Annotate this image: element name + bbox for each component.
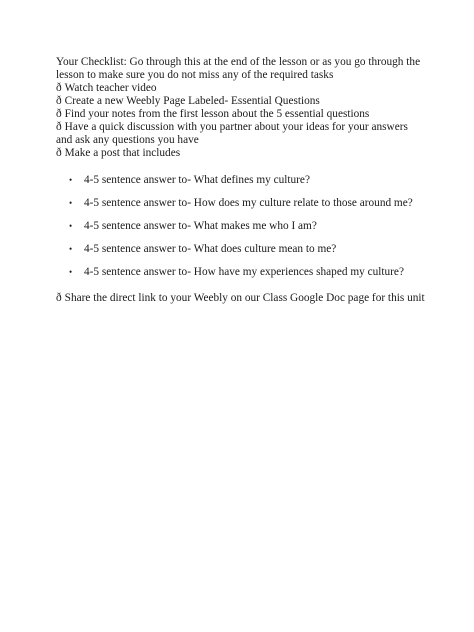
task-label: Find your notes from the first lesson about the 5 essential questions [64,108,370,120]
bullet-icon: • [69,244,73,254]
final-task-item [56,292,426,305]
document-page [56,56,426,305]
task-item [56,82,426,95]
task-item [56,121,426,147]
checkbox-glyph-icon: ð [56,292,62,304]
task-item [56,147,426,160]
bullet-icon: • [69,198,73,208]
checkbox-glyph-icon: ð [56,95,62,107]
list-item-text: 4-5 sentence answer to- What does culture mean to me? [84,243,337,255]
list-item-text: 4-5 sentence answer to- What defines my culture? [84,174,310,186]
list-item [69,174,426,187]
checkbox-glyph-icon: ð [56,121,62,133]
list-item [69,197,426,210]
list-item-text: 4-5 sentence answer to- How have my experiences shaped my culture? [84,266,404,278]
bullet-icon: • [69,221,73,231]
task-label: Create a new Weebly Page Labeled- Essential Questions [64,95,320,107]
bullet-icon: • [69,267,73,277]
list-item [69,266,426,279]
task-item [56,108,426,121]
bullet-icon: • [69,175,73,185]
checkbox-glyph-icon: ð [56,147,62,159]
list-item-text: 4-5 sentence answer to- What makes me who I am? [84,220,317,232]
list-item [69,220,426,233]
task-label: Watch teacher video [64,82,157,94]
list-item [69,243,426,256]
task-label: Make a post that includes [64,147,181,159]
task-item [56,95,426,108]
final-task-label: Share the direct link to your Weebly on our Class Google Doc page for this unit [64,292,425,304]
task-list [56,82,426,160]
list-item-text: 4-5 sentence answer to- How does my culture relate to those around me? [84,197,413,209]
checkbox-glyph-icon: ð [56,108,62,120]
checkbox-glyph-icon: ð [56,82,62,94]
task-label: Have a quick discussion with you partner about your ideas for your answers and ask any questions you have [56,121,408,146]
checklist-intro: Your Checklist: Go through this at the end of the lesson or as you go through the lesson to make sure you do not miss any of the required tasks [56,56,421,81]
post-requirements-list [56,174,426,279]
